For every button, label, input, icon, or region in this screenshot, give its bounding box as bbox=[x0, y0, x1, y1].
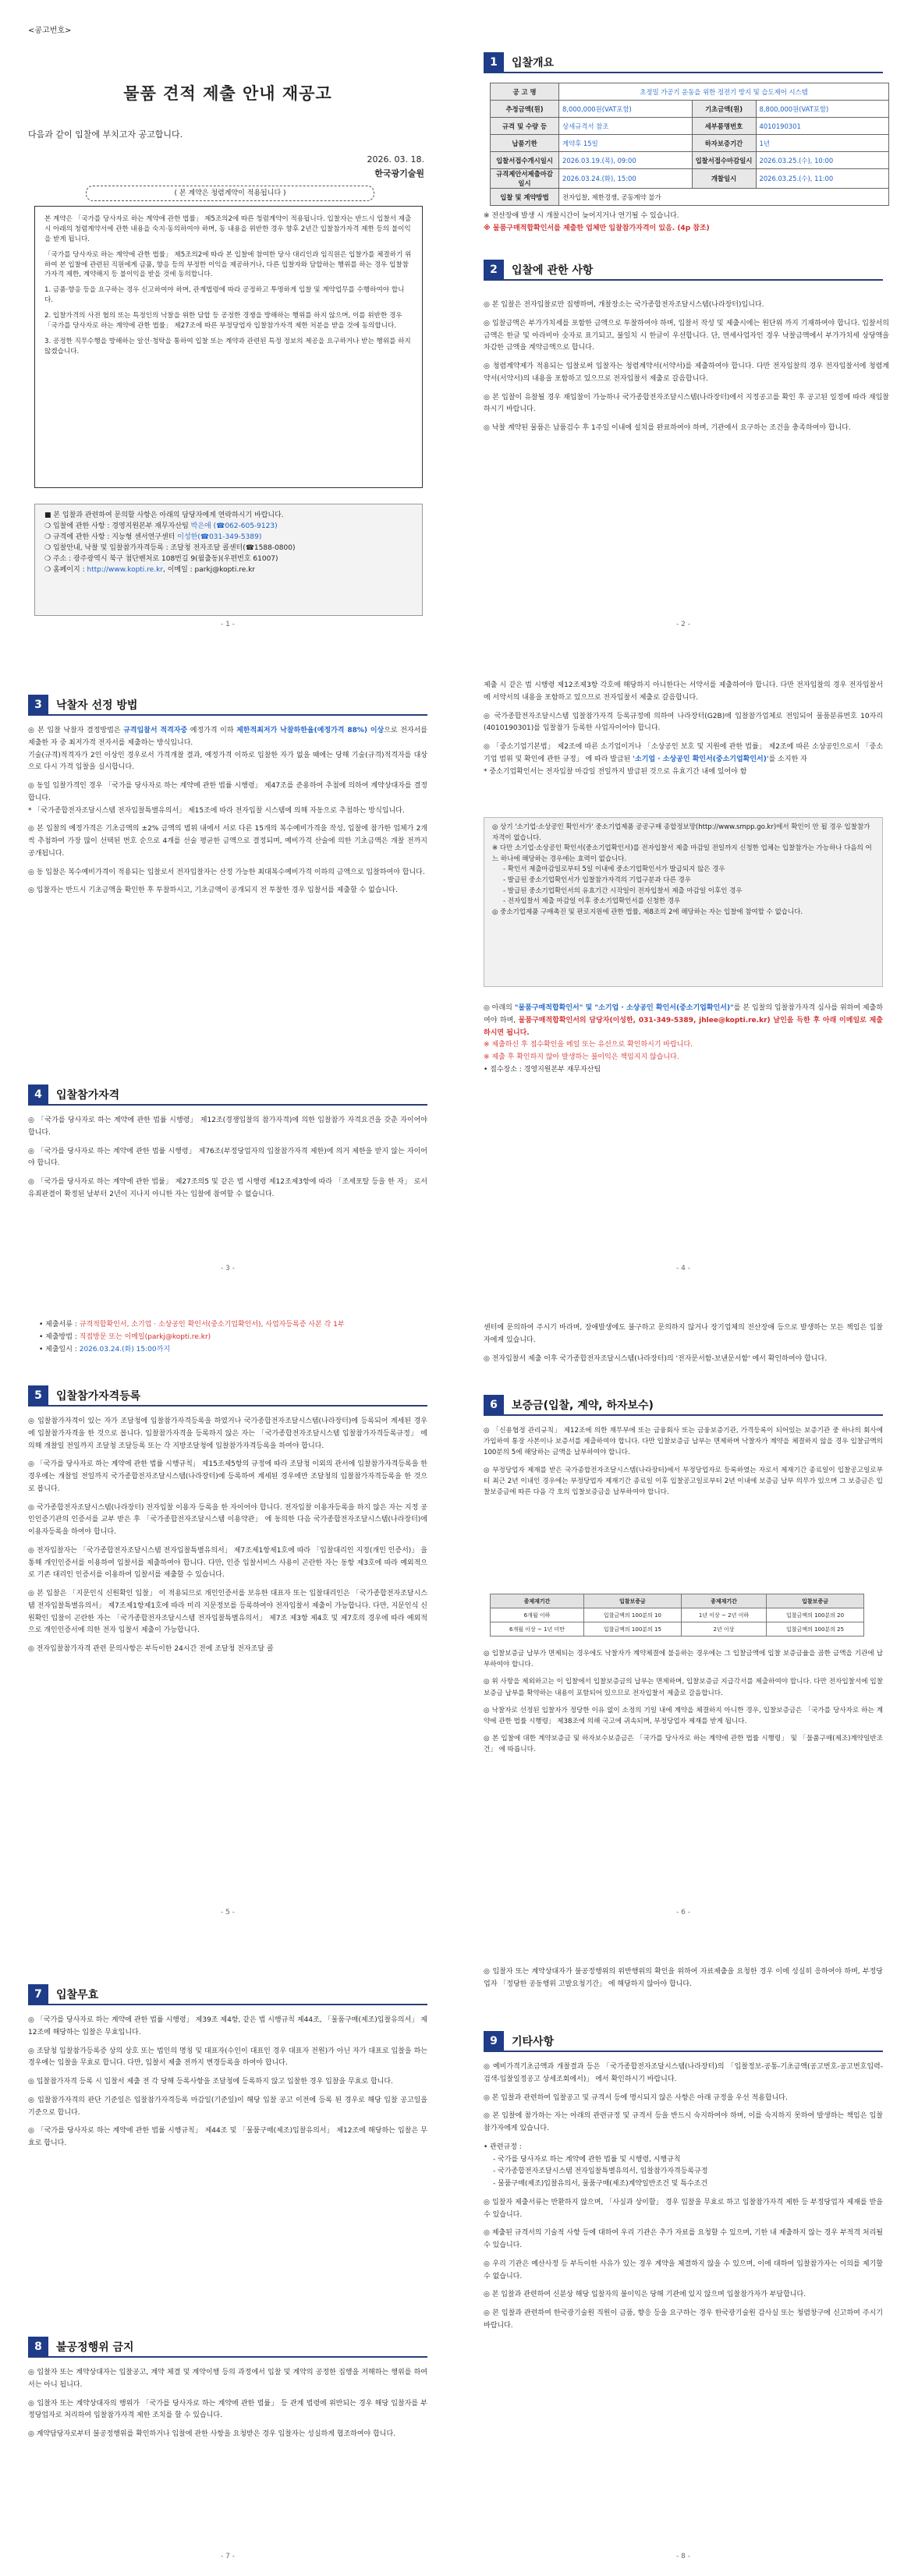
section-title: 입찰무효 bbox=[56, 1989, 99, 2001]
cell-header: 종제재기간 bbox=[681, 1594, 766, 1608]
required-documents: ◎ 아래의 "물품구매적합확인서" 및 "소기업 · 소상공인 확인서(중소기업확인서)"를 본 입찰의 입찰참가자격 심사를 위하여 제출하여야 하며, 물품구매적합확인서의 담당자(이성한, 031-349-5389, jhlee@kopti.re.kr) 날인을 득한 후 아래 이메일로 제출하시면 됩니다. ※ 제출하신 후 접수확인을 메일 또는 유선으로 확인하시기 바랍니다. ※ 제출 후 확인하지 않아 발생하는 불이익은 책임지지 않습니다. • 접수장소 : 경영지원본부 재무자산팀 bbox=[484, 1004, 884, 1074]
page-number: - 4 - bbox=[676, 1265, 690, 1272]
homepage-link[interactable]: http://www.kopti.re.kr bbox=[87, 565, 163, 574]
note-eligibility: ※ 물품구매적합확인서를 제출한 업체만 입찰참가자격이 있음. (4p 참조) bbox=[484, 224, 710, 232]
page-number: - 7 - bbox=[221, 2553, 235, 2560]
invalid-3: ◎ 입찰참가자격 등록 시 입찰서 제출 전 각 당해 등록사항을 조달청에 등록하지 않고 입찰한 경우 입찰을 무효로 합니다. bbox=[28, 2078, 393, 2086]
sme-rule-g: ◎ 중소기업제품 구매촉진 및 판로지원에 관한 법률, 제8조의 2에 해당하는 자는 입찰에 참여할 수 없습니다. bbox=[492, 908, 803, 916]
cell-header: 입찰 및 계약방법 bbox=[491, 189, 559, 206]
contact-address: ❍ 주소 : 광주광역시 북구 첨단벤처로 108번길 9(월출동)(우편번호 61007) bbox=[44, 554, 278, 563]
cell-header: 입찰서접수개시일시 bbox=[491, 152, 559, 169]
bid-item-5: ◎ 낙찰 계약된 물품은 납품검수 후 1주일 이내에 설치를 완료하여야 하며, 기관에서 요구하는 조건을 충족하여야 합니다. bbox=[484, 424, 851, 432]
guarantee-2: ◎ 부정당업자 제재를 받은 국가종합전자조달시스템(나라장터)에서 부정당업자로 등록하였는 자로서 제재기간 종료일이 입찰공고일로부터 최근 2년 이내인 경우에는 부정당업자 제재기간 종료일 이후 입찰공고일로부터 2년 이내에 보증금 납부 의무가 있으며 그 보증금은 입찰보증금에 따른 다음 각 호의 입찰보증금을 납부하여야 합니다. bbox=[484, 1466, 883, 1496]
section-title: 입찰참가자격 bbox=[56, 1089, 120, 1102]
misc-6: ◎ 제출된 규격서의 기술적 사항 등에 대하여 우리 기관은 추가 자료를 요청할 수 있으며, 기한 내 제출하지 않는 경우 부적격 처리될 수 있습니다. bbox=[484, 2229, 883, 2249]
cell-value: 8,800,000원(VAT포함) bbox=[756, 101, 889, 118]
cell-notice-name: 초정밀 가공기 운동을 위한 정전기 방지 및 습도제어 시스템 bbox=[559, 83, 889, 101]
small-business-req: ◎ 「중소기업기본법」 제2조에 따른 소기업이거나 「소상공인 보호 및 지원에 관한 법률」 제2조에 따른 소상공인으로서 「중소기업 범위 및 확인에 관한 규정」 에 따라 발급된 '소기업 · 소상공인 확인서(중소기업확인서)'를 소지한 자 * 중소기업확인서는 전자입찰 마감일 전일까지 발급된 것으로 유효기간 내에 있어야 함 bbox=[484, 743, 883, 776]
page-number: - 2 - bbox=[676, 621, 690, 628]
section-9-header bbox=[484, 2032, 883, 2052]
page-number: - 1 - bbox=[221, 621, 235, 628]
contact-homepage: ❍ 홈페이지 : http://www.kopti.re.kr, 이메일 : parkj@kopti.re.kr bbox=[44, 565, 256, 574]
sme-rule-c: - 확인서 제출마감일로부터 5일 이내에 중소기업확인서가 발급되지 않은 경우 bbox=[503, 865, 725, 874]
cell-value: 4010190301 bbox=[756, 118, 889, 135]
cell-value: 입찰금액의 100분의 15 bbox=[584, 1622, 682, 1637]
section-number: 9 bbox=[484, 2031, 504, 2051]
section-number: 2 bbox=[484, 260, 504, 280]
regulation-item: - 국가를 당사자로 하는 계약에 관한 법률 및 시행령, 시행규칙 bbox=[493, 2155, 681, 2164]
section-number: 7 bbox=[28, 1984, 48, 2005]
misc-1: ◎ 예비가격기초금액과 개찰결과 등은 「국가종합전자조달시스템(나라장터)의 「입찰정보-공통-기초금액(공고번호-공고번호입력-검색-입찰일정공고 상세조회에서)」 에서 확인하시기 바랍니다. bbox=[484, 2063, 883, 2083]
section-4-body bbox=[28, 1115, 427, 1208]
cell-value: 입찰금액의 100분의 20 bbox=[767, 1608, 864, 1622]
registration-1: ◎ 입찰참가자격이 있는 자가 조달청에 입찰참가자격등록을 하였거나 국가종합전자조달시스템(나라장터)에 등록되어 계세된 경우에 입찰참가자격을 한 것으로 봅니다. 입찰참가자격을 등록하지 않은 자는 「국가종합전자조달시스템 입찰참가자격등록규정」 에 의해 개찰일 전일까지 조달청 조달등록 또는 각 지방조달청에 입찰참가자격등록을 하여야 합니다. bbox=[28, 1417, 427, 1450]
cell-value: 6개월 이하 bbox=[491, 1608, 584, 1622]
overview-table bbox=[490, 83, 889, 206]
note-outage: ※ 전산장애 발생 시 개찰시간이 늦어지거나 연기될 수 있습니다. bbox=[484, 212, 679, 220]
cell-header: 입찰보증금 bbox=[584, 1594, 682, 1608]
cell-header: 규격 및 수량 등 bbox=[491, 118, 559, 135]
section-title: 입찰에 관한 사항 bbox=[512, 264, 594, 277]
misc-9: ◎ 본 입찰과 관련하여 한국광기술원 직원이 금품, 향응 등을 요구하는 경우 한국광기술원 감사실 또는 청렴창구에 신고하여 주시기 바랍니다. bbox=[484, 2309, 883, 2330]
section-4-header bbox=[28, 1085, 427, 1106]
bid-item-3: ◎ 청렴계약제가 적용되는 입찰로써 입찰자는 청렴계약서(서약서)를 제출하여야 합니다. 다만 전자입찰의 경우 전자입찰서에 청렴계약서(서약서)의 내용을 포함하고 있으므로 전자입찰서 제출로 갈음합니다. bbox=[484, 363, 889, 383]
cell-header: 규격제안서제출마감일시 bbox=[491, 169, 559, 189]
section-title: 기타사항 bbox=[512, 2036, 555, 2048]
intro-text: 다음과 같이 입찰에 부치고자 공고합니다. bbox=[28, 129, 183, 140]
submit-deadline: • 제출일시 : 2026.03.24.(화) 15:00까지 bbox=[39, 1345, 171, 1353]
misc-3: ◎ 본 입찰에 참가하는 자는 아래의 관련규정 및 규격서 등을 반드시 숙지하여야 하며, 이를 숙지하지 못하여 발생하는 책임은 입찰참가자에게 있습니다. bbox=[484, 2112, 883, 2132]
section-1-header bbox=[484, 53, 883, 73]
section-9-body bbox=[484, 2061, 883, 2339]
sme-confirmation-box bbox=[484, 817, 883, 987]
sent-box-note: ◎ 전자입찰서 제출 이후 국가종합전자조달시스템(나라장터)의 '전자문서함-보낸문서함' 에서 확인하여야 합니다. bbox=[484, 1354, 828, 1363]
bid-item-4: ◎ 본 입찰이 유찰될 경우 재입찰이 가능하나 국가종합전자조달시스템(나라장터)에서 지정공고를 확인 후 공고된 일정에 따라 재입찰하시기 바랍니다. bbox=[484, 393, 889, 414]
callcenter-note: 센터에 문의하여 주시기 바라며, 장애발생에도 불구하고 문의하지 않거나 장기업체의 전산장애 등으로 발생하는 모든 책임은 입찰자에게 있습니다. bbox=[484, 1324, 883, 1344]
guarantee-1: ◎ 「신용협정 관리규칙」 제12조에 의한 재무부에 또는 금융회사 또는 금융보증기관, 가격등록이 되어있는 보증기관 중 하나의 회사에 가입하여 통장 사본이나 보증서를 제출하여야 합니다. 다만 입찰보증금 납부는 면제하며 낙찰자가 계약을 체결하지 않을 경우 입찰금액의 100분의 5에 해당하는 금액을 납부하여야 합니다. bbox=[484, 1427, 883, 1457]
integrity-para-2: 「국가를 당사자로 하는 계약에 관한 법률」 제5조의2에 따라 본 입찰에 참여한 당사 대리인과 임직원은 입찰가를 체결하기 위하여 본 입찰에 관련된 직원에게 금품, 향응 등의 부정한 이익을 제공하거나, 다른 입찰자와 담합하는 행위를 하는 경우 입찰참가자격 제한, 계약해지 등 불이익을 받을 것에 동의합니다. bbox=[44, 250, 412, 279]
section-6-body-bottom bbox=[484, 1648, 883, 1761]
cooperation-note: ◎ 입찰자 또는 계약상대자가 불공정행위의 위반행위의 확인을 위하여 자료제출을 요청한 경우 이에 성실히 응하여야 하며, 부정당업자 「정당한 공동행위 고발요청기간」 에 해당하지 않아야 합니다. bbox=[484, 1968, 883, 1988]
integrity-para-5: 3. 공정한 직무수행을 방해하는 알선·청탁을 통하여 입찰 또는 계약과 관련된 특정 정보의 제공을 요구하거나 받는 행위를 하지 않겠습니다. bbox=[44, 337, 411, 356]
guarantee-5: ◎ 낙찰자로 선정된 입찰자가 정당한 이유 없이 소정의 기일 내에 계약을 체결하지 아니한 경우, 입찰보증금은 「국가를 당사자로 하는 계약에 관한 법률 시행령」 제38조에 의해 국고에 귀속되며, 부정당업자 제재를 받게 됩니다. bbox=[484, 1706, 883, 1725]
section-number: 1 bbox=[484, 52, 504, 73]
cell-value: 입찰금액의 100분의 25 bbox=[767, 1622, 864, 1637]
section-5-header bbox=[28, 1386, 427, 1407]
contact-callcenter: ❍ 입찰안내, 낙찰 및 입찰참가자격등록 : 조달청 전자조달 콜센터(☎1588-0800) bbox=[44, 543, 296, 552]
qualification-3: ◎ 「국가를 당사자로 하는 계약에 관한 법률」 제27조의5 및 같은 법 시행령 제12조제3항에 따라 「조세포탈 등을 한 자」 로서 유죄판결이 확정된 날부터 2년이 지나지 아니한 자는 입찰에 참여할 수 없습니다. bbox=[28, 1178, 427, 1198]
cell-header: 종제재기간 bbox=[491, 1594, 584, 1608]
misc-8: ◎ 본 입찰과 관련하여 신분상 해당 입찰자의 불이익은 당해 기관에 있지 않으며 입찰참가자가 부담합니다. bbox=[484, 2291, 806, 2299]
section-5-body bbox=[28, 1416, 427, 1662]
integrity-contract-notice: ( 본 계약은 청렴계약이 적용됩니다 ) bbox=[86, 186, 374, 201]
section-2-header bbox=[484, 260, 883, 281]
page-6-intro bbox=[484, 1322, 883, 1371]
cell-value: 8,000,000원(VAT포함) bbox=[559, 101, 693, 118]
integrity-para-1: 본 계약은 「국가를 당사자로 하는 계약에 관한 법률」 제5조의2에 따른 청렴계약이 적용됩니다. 입찰자는 반드시 입찰서 제출시 아래의 청렴계약서에 관한 내용을 숙지·동의하여야 하며, 동 내용을 위반한 경우 향후 2년간 입찰참가자격 제한 등의 불이익을 받게 됩니다. bbox=[44, 215, 412, 243]
cell-value: 6개월 이상 ~ 1년 미만 bbox=[491, 1622, 584, 1637]
page-number: - 8 - bbox=[676, 2553, 690, 2560]
organization-name: 한국광기술원 bbox=[374, 168, 424, 179]
cell-value: 입찰금액의 100분의 10 bbox=[584, 1608, 682, 1622]
section-number: 3 bbox=[28, 695, 48, 715]
notice-number-label: <공고번호> bbox=[28, 27, 72, 35]
bid-item-2: ◎ 입찰금액은 부가가치세를 포함한 금액으로 투찰하여야 하며, 입찰서 작성 및 제출시에는 원단위 까지 기재하여야 합니다. 입찰서의 금액은 한글 및 아라비아 숫자로 표기되고, 불일치 시 한글이 우선합니다. 단, 면세사업자인 경우 낙찰금액에서 부가가치세 상당액을 차감한 금액을 계약금액으로 합니다. bbox=[484, 319, 889, 352]
unfair-3: ◎ 계약담당자로부터 불공정행위를 확인하거나 입찰에 관한 사항을 요청받은 경우 입찰자는 성실하게 협조하여야 합니다. bbox=[28, 2430, 396, 2438]
section-number: 4 bbox=[28, 1085, 48, 1105]
cell-header: 하자보증기간 bbox=[692, 135, 756, 152]
qualification-1: ◎ 「국가를 당사자로 하는 계약에 관한 법률 시행령」 제12조(경쟁입찰의 참가자격)에 의한 입찰참가 자격요건을 갖춘 자이어야 합니다. bbox=[28, 1116, 427, 1137]
integrity-para-3: 1. 금품·향응 등을 요구하는 경우 신고하여야 하며, 관계법령에 따라 공정하고 투명하게 입찰 및 계약업무를 수행하여야 합니다. bbox=[44, 286, 405, 305]
misc-5: ◎ 입찰자 제출서류는 반환하지 않으며, 「사실과 상이할」 경우 입찰을 무효로 하고 입찰참가자격 제한 등 부정당업자 제재를 받을 수 있습니다. bbox=[484, 2198, 883, 2219]
bid-item-1: ◎ 본 입찰은 전자입찰로만 집행하며, 개찰장소는 국가종합전자조달시스템(나라장터)입니다. bbox=[484, 301, 764, 309]
registration-2: ◎ 「국가를 당사자로 하는 계약에 관한 법률 시행규칙」 제15조제5항의 규정에 따라 조달청 이외의 관서에 입찰참가자격등록을 한 경우에는 개찰일 전일까지 국가종합전자조달시스템(나라장터)에 등록하여 계세된 경우에만 조달청의 입찰참가자격등록을 한 것으로 봅니다. bbox=[28, 1460, 427, 1493]
unfair-1: ◎ 입찰자 또는 계약상대자는 입찰공고, 계약 체결 및 계약이행 등의 과정에서 입찰 및 계약의 공정한 집행을 저해하는 행위를 하여서는 아니 됩니다. bbox=[28, 2369, 427, 2389]
section-8-header bbox=[28, 2337, 427, 2358]
registration-5: ◎ 본 입찰은 「지문인식 신원확인 입찰」 이 적용되므로 개인인증서를 보유한 대표자 또는 입찰대리인은 「국가종합전자조달시스템 전자입찰특별유의서」 제7조제1항제1호에 따라 미리 지문정보를 등록하여야 전자입찰서 제출이 가능합니다. 다만, 지문인식 신원확인 입찰이 곤란한 자는 「국가종합전자조달시스템 전자입찰특별유의서」 제7조 제3항 제4호 및 제7호의 경우에 따라 예외적으로 개인인증서에 의한 전자 입찰서 제출이 가능합니다. bbox=[28, 1590, 427, 1635]
guarantee-6: ◎ 본 입찰에 대한 계약보증금 및 하자보수보증금은 「국가를 당사자로 하는 계약에 관한 법률 시행령」 및 「물품구매(제조)계약일반조건」 에 따릅니다. bbox=[484, 1735, 883, 1754]
cell-header: 납품기한 bbox=[491, 135, 559, 152]
page-8-intro bbox=[484, 1966, 883, 1997]
submission-instructions bbox=[484, 1003, 883, 1083]
cell-header: 추정금액(원) bbox=[491, 101, 559, 118]
registration-3: ◎ 국가종합전자조달시스템(나라장터) 전자입찰 이용자 등록을 한 자이어야 합니다. 전자입찰 이용자등록을 하지 않은 자는 지정 공인인증기관의 인증서를 교부 받은 후 「국가종합전자조달시스템 이용약관」 에 동의한 다음 국가종합전자조달시스템(나라장터)에 이용자등록을 하여야 합니다. bbox=[28, 1503, 427, 1536]
sme-rule-e: - 발급된 중소기업확인서의 유효기간 시작일이 전자입찰서 제출 마감일 이후인 경우 bbox=[503, 886, 743, 895]
section-title: 낙찰자 선정 방법 bbox=[56, 699, 138, 712]
cell-header: 세부품명번호 bbox=[692, 118, 756, 135]
cell-value: 1년 이상 ~ 2년 이하 bbox=[681, 1608, 766, 1622]
regulation-item: - 국가종합전자조달시스템 전자입찰특별유의서, 입찰참가자격등록규정 bbox=[493, 2167, 708, 2176]
page-4 bbox=[456, 644, 911, 1288]
section-number: 8 bbox=[28, 2337, 48, 2357]
contact-bid: ❍ 입찰에 관한 사항 : 경영지원본부 재무자산팀 박은애 (☎062-605-9123) bbox=[44, 522, 278, 530]
regulations-heading: • 관련규정 : bbox=[484, 2143, 522, 2151]
cell-value: 상세규격서 참조 bbox=[559, 118, 693, 135]
invalid-1: ◎ 「국가를 당사자로 하는 계약에 관한 법률 시행령」 제39조 제4항, 같은 법 시행규칙 제44조, 「물품구매(제조)입찰유의서」 제12조에 해당하는 입찰은 무효입니다. bbox=[28, 2016, 427, 2036]
section-7-body bbox=[28, 2015, 427, 2157]
page-8 bbox=[456, 1932, 911, 2576]
cell-value: 1년 bbox=[756, 135, 889, 152]
section-2-body bbox=[484, 299, 889, 441]
cell-header: 기초금액(원) bbox=[692, 101, 756, 118]
sme-rule-b: ※ 다만 소기업·소상공인 확인서(중소기업확인서)를 전자입찰서 제출 마감일 전일까지 신청한 업체는 입찰참가는 가능하나 다음의 어느 하나에 해당하는 경우에는 효력이 없습니다. bbox=[492, 844, 872, 863]
cell-header: 입찰보증금 bbox=[767, 1594, 864, 1608]
qualification-2: ◎ 「국가를 당사자로 하는 계약에 관한 법률 시행령」 제76조(부정당업자의 입찰참가자격 제한)에 의거 제한을 받지 않는 자이어야 합니다. bbox=[28, 1147, 427, 1168]
max-price-rule: ◎ 동 입찰은 복수예비가격이 적용되는 입찰로서 전자입찰자는 산정 가능한 최대복수예비가격 이하의 금액으로 입찰하여야 합니다. bbox=[28, 868, 425, 876]
page-7 bbox=[0, 1932, 456, 2576]
cell-value: 2026.03.25.(수), 10:00 bbox=[756, 152, 889, 169]
submit-documents: • 제출서류 : 규격적합확인서, 소기업 · 소상공인 확인서(중소기업확인서), 사업자등록증 사본 각 1부 bbox=[39, 1321, 345, 1329]
contact-spec: ❍ 규격에 관한 사항 : 지능형 센서연구센터 이성한(☎031-349-5389) bbox=[44, 533, 262, 541]
cell-value: 계약후 15일 bbox=[559, 135, 693, 152]
award-method: ◎ 본 입찰 낙찰자 결정방법은 규격입찰서 적격자중 예정가격 이하 제한적최저가 낙찰하한율(예정가격 88%) 이상으로 전자서를 제출한 자 중 최저가격 전자서를 제출하는 방식입니다. 기술(규격)적격자가 2인 이상인 경우로서 가격개찰 결과, 예정가격 이하로 입찰한 자가 없을 때에는 당해 기술(규격)적격자를 대상으로 다시 가격 입찰을 실시합니다. bbox=[28, 727, 427, 772]
invalid-5: ◎ 「국가를 당사자로 하는 계약에 관한 법률 시행규칙」 제44조 및 「물품구매(제조)입찰유의서」 제12조에 해당하는 입찰은 무효로 합니다. bbox=[28, 2127, 427, 2147]
unfair-2: ◎ 입찰자 또는 계약상대자의 행위가 「국가를 당사자로 하는 계약에 관한 법률」 등 관계 법령에 위반되는 경우 해당 입찰자를 부정당업자로 처리하여 입찰참가자격 제한 조치를 할 수 있습니다. bbox=[28, 2399, 427, 2420]
misc-regulations bbox=[484, 2142, 883, 2191]
guarantee-4: ◎ 위 사항을 제외하고는 이 입찰에서 입찰보증금의 납부는 면제하며, 입찰보증금 지급각서를 제출하여야 합니다. 다만 전자입찰서에 입찰보증금 납부를 확약하는 내용이 포함되어 있으므로 전자입찰서 제출로 갈음합니다. bbox=[484, 1678, 883, 1697]
section-title: 입찰개요 bbox=[512, 57, 555, 69]
section-number: 5 bbox=[28, 1385, 48, 1406]
cell-header: 공 고 명 bbox=[491, 83, 559, 101]
cell-value: 2026.03.24.(화), 15:00 bbox=[559, 169, 693, 189]
submit-method: • 제출방법 : 직접방문 또는 이메일(parkj@kopti.re.kr) bbox=[39, 1332, 211, 1341]
sme-rule-a: ◎ 상기 '소기업·소상공인 확인서가' 중소기업제품 공공구매 종합정보망(http://www.smpp.go.kr)에서 확인이 안 될 경우 입찰참가자격이 없습니다. bbox=[492, 823, 870, 842]
reserve-price: ◎ 본 입찰의 예정가격은 기초금액의 ±2% 금액의 범위 내에서 서로 다른 15개의 복수예비가격을 작성, 입찰에 참가한 업체가 2개씩 추첨하여 가장 많이 선택된 번호 순으로 4개를 선술 평균한 금액으로 결정되며, 예비가격 산술에 의한 기초금액은 개찰 전까지 공개됩니다. bbox=[28, 825, 427, 858]
section-title: 보증금(입찰, 계약, 하자보수) bbox=[512, 1399, 654, 1412]
section-6-header bbox=[484, 1396, 883, 1416]
misc-2: ◎ 본 입찰과 관련하여 입찰공고 및 규격서 등에 명시되지 않은 사항은 아래 규정을 우선 적용합니다. bbox=[484, 2093, 788, 2102]
section-title: 불공정행위 금지 bbox=[56, 2341, 134, 2354]
page-3 bbox=[0, 644, 456, 1288]
page-4-body bbox=[484, 680, 883, 784]
page-5 bbox=[0, 1288, 456, 1932]
invalid-2: ◎ 조달청 입찰참가등록증 상의 상호 또는 법인의 명칭 및 대표자(수인이 대표인 경우 대표자 전원)가 아닌 자가 대표로 입찰을 하는 경우에는 입찰을 무효로 합니다. 다만, 입찰서 제출 전까지 변경등록을 하여야 합니다. bbox=[28, 2047, 427, 2068]
guarantee-3: ◎ 입찰보증금 납부가 면제되는 경우에도 낙찰자가 계약체결에 불응하는 경우에는 그 입찰금액에 입찰 보증금율을 곱한 금액을 기관에 납부하여야 합니다. bbox=[484, 1650, 883, 1669]
section-3-body bbox=[28, 725, 427, 904]
cell-value: 2026.03.25.(수), 11:00 bbox=[756, 169, 889, 189]
notice-date: 2026. 03. 18. bbox=[367, 154, 424, 165]
cell-value: 2년 이상 bbox=[681, 1622, 766, 1637]
deposit-rate-table bbox=[490, 1594, 864, 1637]
page-number: - 5 - bbox=[221, 1909, 235, 1916]
page-number: - 3 - bbox=[221, 1265, 235, 1272]
contact-heading: ■ 본 입찰과 관련하여 문의할 사항은 아래의 담당자에게 연락하시기 바랍니다. bbox=[44, 511, 284, 519]
section-3-header bbox=[28, 695, 427, 716]
overview-notes bbox=[484, 211, 889, 235]
cell-value: 전자입찰, 제한경쟁, 공동계약 불가 bbox=[559, 189, 889, 206]
section-7-header bbox=[28, 1985, 427, 2005]
integrity-para-4: 2. 입찰가격의 사전 협의 또는 특정인의 낙찰을 위한 담합 등 공정한 경쟁을 방해하는 행위를 하지 않으며, 이를 위반한 경우 「국가를 당사자로 하는 계약에 관한 법률」 제27조에 따른 부정당업자 입찰참가자격 제한 처분을 받을 것에 동의합니다. bbox=[44, 312, 402, 331]
document-title: 물품 견적 제출 안내 재공고 bbox=[123, 84, 332, 103]
invalid-4: ◎ 입찰참가자격의 판단 기준일은 입찰참가자격등록 마감일(기준일)이 해당 입찰 공고 이전에 등록 된 경우로 해당 입찰 공고일을 기준으로 합니다. bbox=[28, 2096, 427, 2117]
section-8-body bbox=[28, 2367, 427, 2447]
g2b-registration: ◎ 국가종합전자조달시스템 입찰참가자격 등록규정에 의하여 나라장터(G2B)에 입찰참가업체로 전임되어 물품분류번호 10자리(4010190301)를 입찰참가 등록한 사업자이어야 합니다. bbox=[484, 712, 883, 733]
page-number: - 6 - bbox=[676, 1909, 690, 1916]
section-6-body-top bbox=[484, 1425, 883, 1504]
registration-6: ◎ 전자입찰참가자격 관련 문의사항은 부득이한 24시간 전에 조달청 전자조달 콜 bbox=[28, 1645, 274, 1653]
submission-details bbox=[39, 1319, 427, 1356]
section-number: 6 bbox=[484, 1395, 504, 1415]
registration-4: ◎ 전자입찰자는 「국가종합전자조달시스템 전자입찰특별유의서」 제7조제1항제1호에 따라 「입찰대리인 지정(개인 인증서)」 을 통해 개인인증서를 이용하여 입찰서를 제출하여야 합니다. 다만, 인증 입찰서비스 사용이 곤란한 자는 동항 제3호에 따라 예외적으로 기존 대리인 인증서를 이용하여 입찰서를 제출할 수 있습니다. bbox=[28, 1546, 427, 1580]
cell-value: 2026.03.19.(목), 09:00 bbox=[559, 152, 693, 169]
sme-rule-d: - 발급된 중소기업확인서가 입찰참가자격의 기업구분과 다른 경우 bbox=[503, 876, 691, 884]
section-title: 입찰참가자격등록 bbox=[56, 1390, 141, 1403]
cell-header: 개찰일시 bbox=[692, 169, 756, 189]
contact-box bbox=[34, 504, 423, 616]
pledge-note: 제출 시 같은 법 시행령 제12조제3항 각호에 해당하지 아니한다는 서약서를 제출하여야 합니다. 다만 전자입찰의 경우 전자입찰서에 서약서의 내용을 포함하고 있으므로 전자입찰서 제출로 갈음합니다. bbox=[484, 681, 883, 702]
sme-rule-f: - 전자입찰서 제출 마감일 이후 중소기업확인서를 신청한 경우 bbox=[503, 897, 681, 906]
regulation-item: - 물품구매(제조)입찰유의서, 물품구매(제조)계약일반조건 및 특수조건 bbox=[493, 2180, 708, 2188]
tie-rule: ◎ 동일 입찰가격인 경우 「국가를 당사자로 하는 계약에 관한 법률 시행령」 제47조를 준용하여 추첨에 의하여 계약상대자를 결정합니다. * 「국가종합전자조달시스템 전자입찰특별유의서」 제15조에 따라 전자입찰 시스템에 의해 자동으로 추첨하는 방식입니다. bbox=[28, 782, 427, 815]
page-1 bbox=[0, 0, 456, 644]
integrity-contract-box bbox=[34, 206, 423, 488]
misc-7: ◎ 우리 기관은 예산사정 등 부득이한 사유가 있는 경우 계약을 체결하지 않을 수 있으며, 이에 대하여 입찰참가자는 이의를 제기할 수 없습니다. bbox=[484, 2259, 883, 2281]
cell-header: 입찰서접수마감일시 bbox=[692, 152, 756, 169]
base-amount-check: ◎ 입찰자는 반드시 기초금액을 확인한 후 투찰하시고, 기초금액이 공개되지 전 투찰한 경우 입찰서를 제출할 수 없습니다. bbox=[28, 886, 398, 895]
